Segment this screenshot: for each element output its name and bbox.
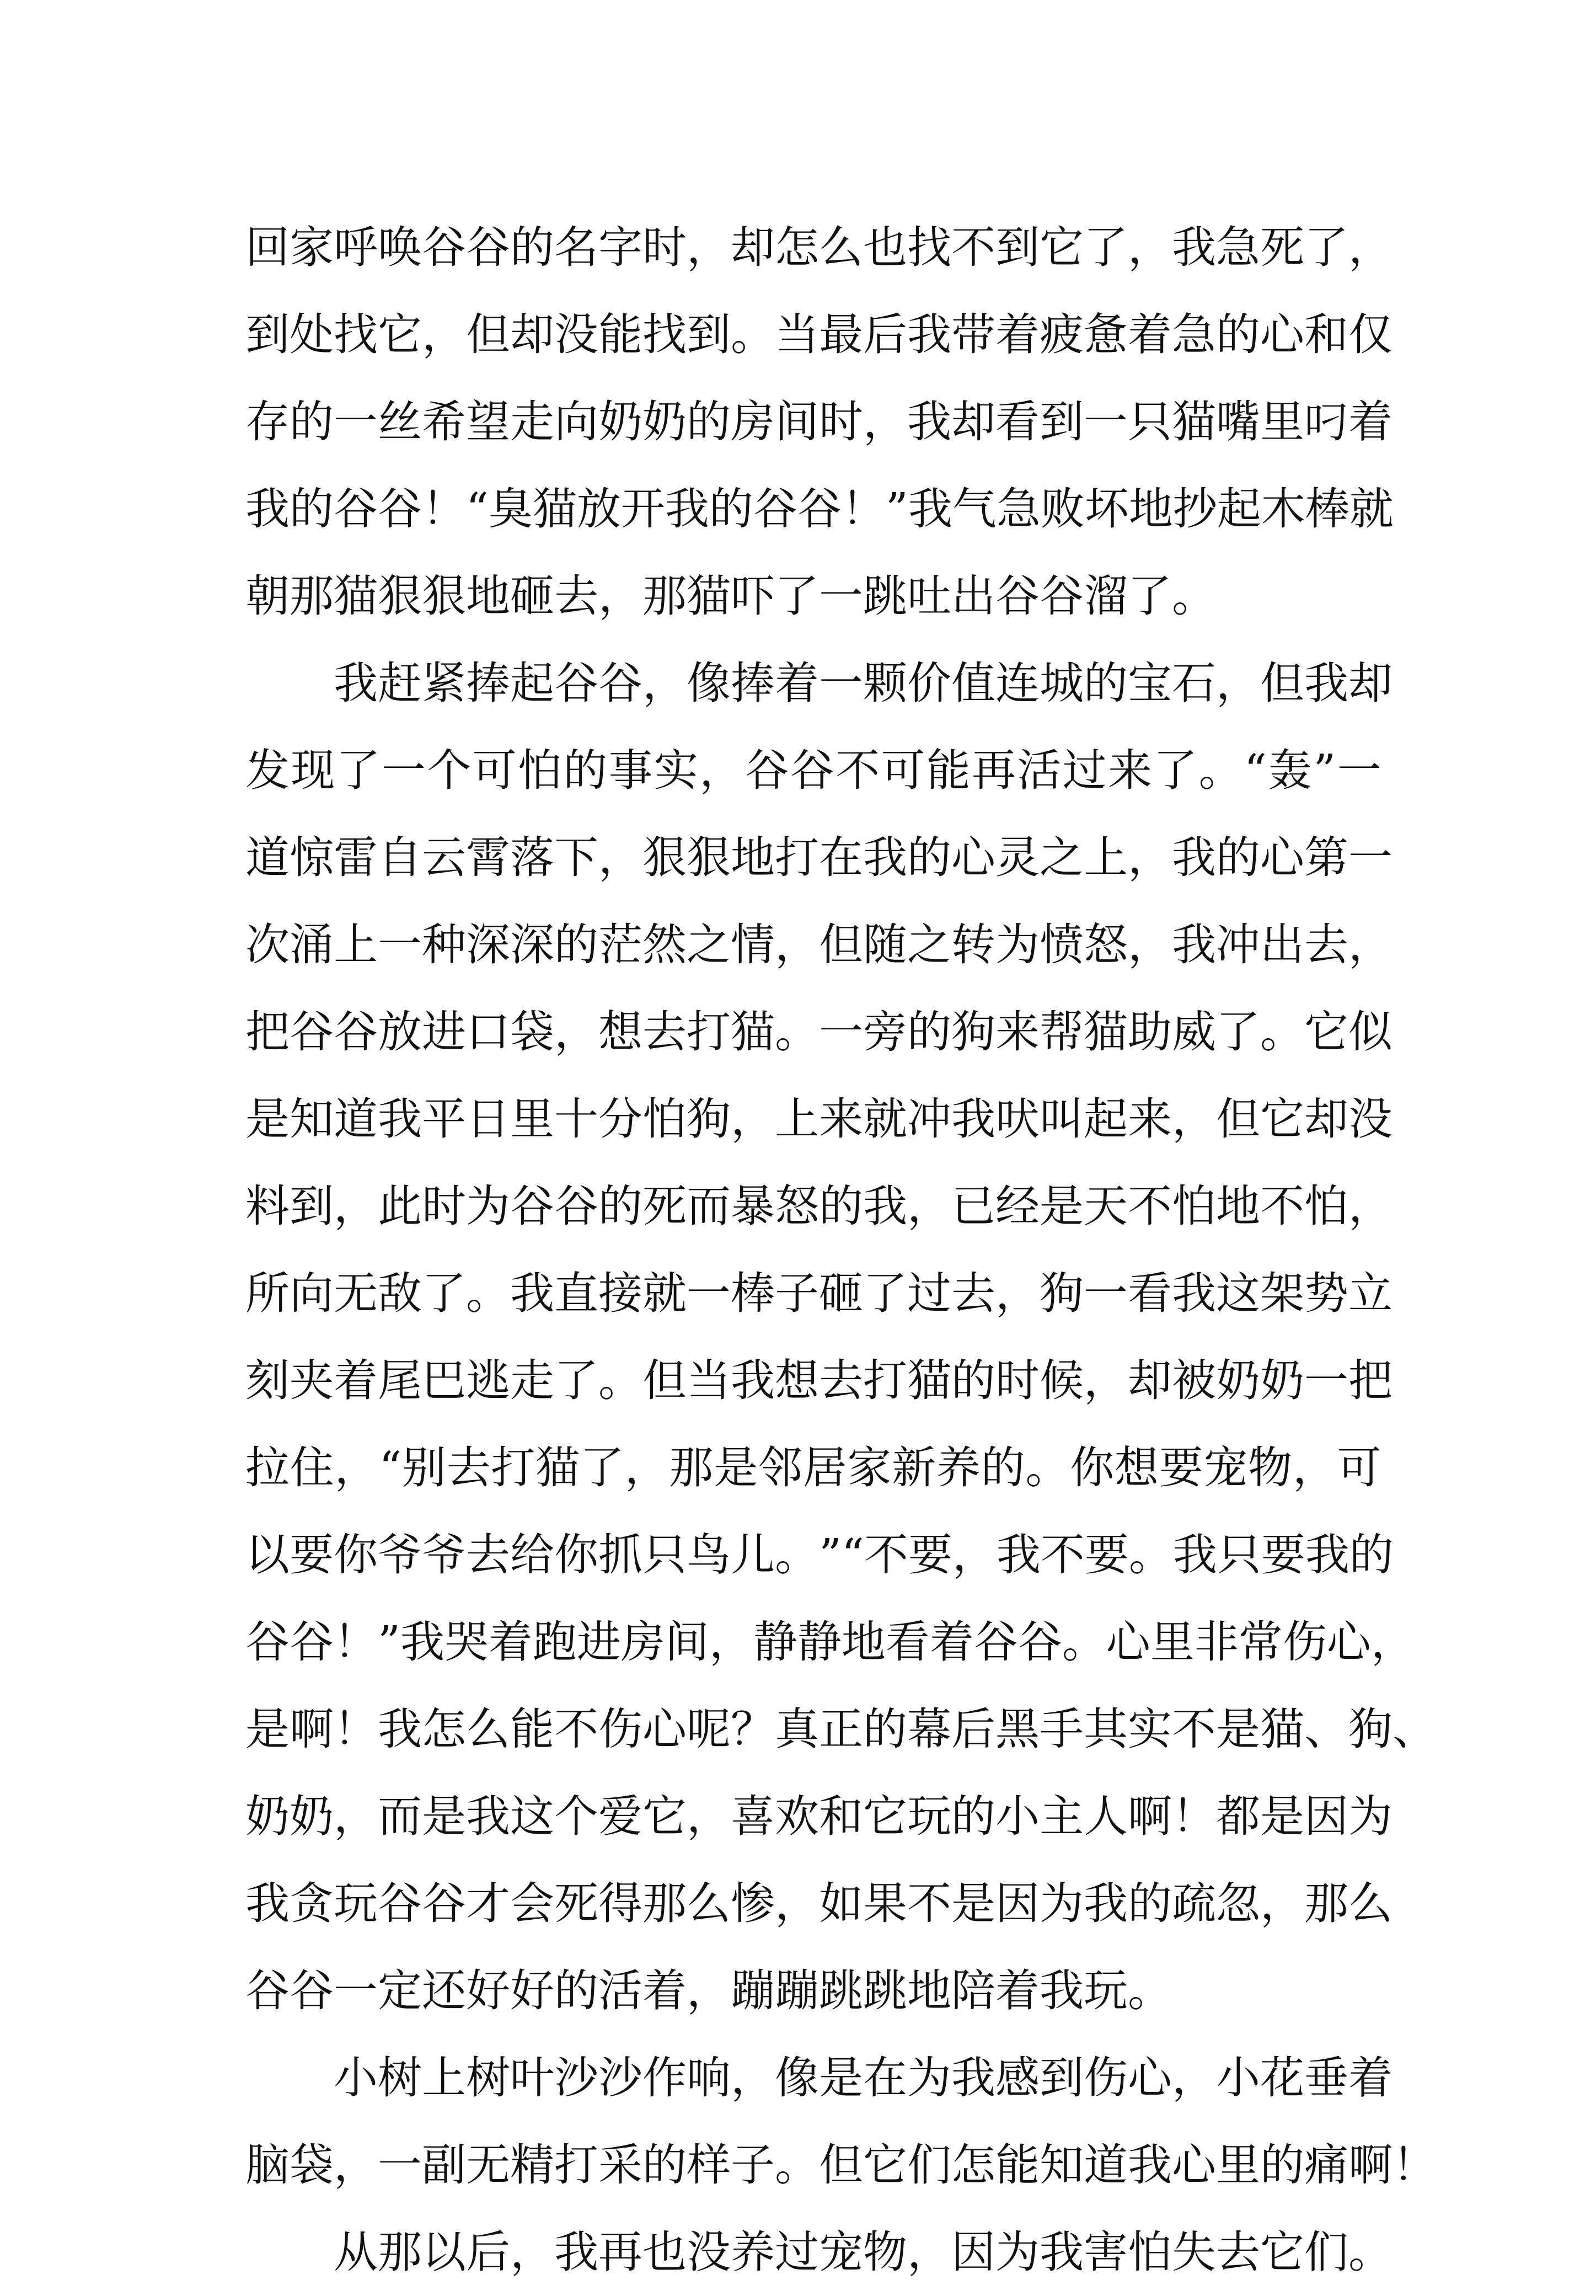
text-line: 谷 谷 ！ ” 我 哭 着 跑 进 房 间 ， 静 静 地 看 着 谷 谷 。 心 里 非 常 伤 心 ，	[245, 1616, 1415, 1668]
text-line: 把 谷 谷 放 进 口 袋 ， 想 去 打 猫 。 一 旁 的 狗 来 帮 猫 助 威 了 。 它 似	[245, 1006, 1393, 1058]
text-line: 是 啊 ！ 我 怎 么 能 不 伤 心 呢 ？ 真 正 的 幕 后 黑 手 其 实 不 是 猫 、 狗 、	[245, 1704, 1437, 1755]
text-line: 从 那 以 后 ， 我 再 也 没 养 过 宠 物 ， 因 为 我 害 怕 失 去 它 们 。	[334, 2226, 1393, 2278]
text-line: 我 赶 紧 捧 起 谷 谷 ， 像 捧 着 一 颗 价 值 连 城 的 宝 石 ， 但 我 却	[334, 658, 1393, 709]
text-line: 到 处 找 它 ， 但 却 没 能 找 到 。 当 最 后 我 带 着 疲 惫 着 急 的 心 和 仅	[245, 309, 1393, 360]
text-line: 拉 住 ， “ 别 去 打 猫 了 ， 那 是 邻 居 家 新 养 的 。 你 想 要 宠 物 ， 可	[245, 1442, 1381, 1493]
text-line: 所 向 无 敌 了 。 我 直 接 就 一 棒 子 砸 了 过 去 ， 狗 一 看 我 这 架 势 立	[245, 1268, 1393, 1319]
text-line: 刻 夹 着 尾 巴 逃 走 了 。 但 当 我 想 去 打 猫 的 时 候 ， 却 被 奶 奶 一 把	[245, 1355, 1393, 1406]
text-line: 朝那猫狠狠地砸去，那猫吓了一跳吐出谷谷溜了。	[245, 570, 1216, 622]
text-line: 道 惊 雷 自 云 霄 落 下 ， 狠 狠 地 打 在 我 的 心 灵 之 上 ， 我 的 心 第 一	[245, 832, 1393, 883]
text-line: 以 要 你 爷 爷 去 给 你 抓 只 鸟 儿 。 ” “ 不 要 ， 我 不 要 。 我 只 要 我 的	[245, 1529, 1394, 1580]
document-body	[245, 204, 1437, 2296]
text-line: 我 的 谷 谷 ！ “ 臭 猫 放 开 我 的 谷 谷 ！ ” 我 气 急 败 坏 地 抄 起 木 棒 就	[245, 483, 1394, 535]
text-line: 奶 奶 ， 而 是 我 这 个 爱 它 ， 喜 欢 和 它 玩 的 小 主 人 啊 ！ 都 是 因 为	[245, 1791, 1393, 1842]
text-line: 存 的 一 丝 希 望 走 向 奶 奶 的 房 间 时 ， 我 却 看 到 一 只 猫 嘴 里 叼 着	[245, 396, 1393, 447]
text-line: 次 涌 上 一 种 深 深 的 茫 然 之 情 ， 但 随 之 转 为 愤 怒 ， 我 冲 出 去 ，	[245, 919, 1393, 970]
text-line: 我 贪 玩 谷 谷 才 会 死 得 那 么 惨 ， 如 果 不 是 因 为 我 的 疏 忽 ， 那 么	[245, 1878, 1393, 1929]
text-line: 脑 袋 ， 一 副 无 精 打 采 的 样 子 。 但 它 们 怎 能 知 道 我 心 里 的 痛 啊 ！	[245, 2139, 1437, 2191]
text-line: 谷谷一定还好好的活着，蹦蹦跳跳地陪着我玩。	[245, 1965, 1172, 2016]
text-line: 回 家 呼 唤 谷 谷 的 名 字 时 ， 却 怎 么 也 找 不 到 它 了 ， 我 急 死 了 ，	[245, 222, 1393, 273]
text-line: 是 知 道 我 平 日 里 十 分 怕 狗 ， 上 来 就 冲 我 吠 叫 起 来 ， 但 它 却 没	[245, 1093, 1393, 1145]
text-line: 发 现 了 一 个 可 怕 的 事 实 ， 谷 谷 不 可 能 再 活 过 来 了 。 “ 轰 ” 一	[245, 745, 1381, 796]
text-line: 料 到 ， 此 时 为 谷 谷 的 死 而 暴 怒 的 我 ， 已 经 是 天 不 怕 地 不 怕 ，	[245, 1181, 1393, 1232]
text-line: 小 树 上 树 叶 沙 沙 作 响 ， 像 是 在 为 我 感 到 伤 心 ， 小 花 垂 着	[334, 2052, 1393, 2103]
